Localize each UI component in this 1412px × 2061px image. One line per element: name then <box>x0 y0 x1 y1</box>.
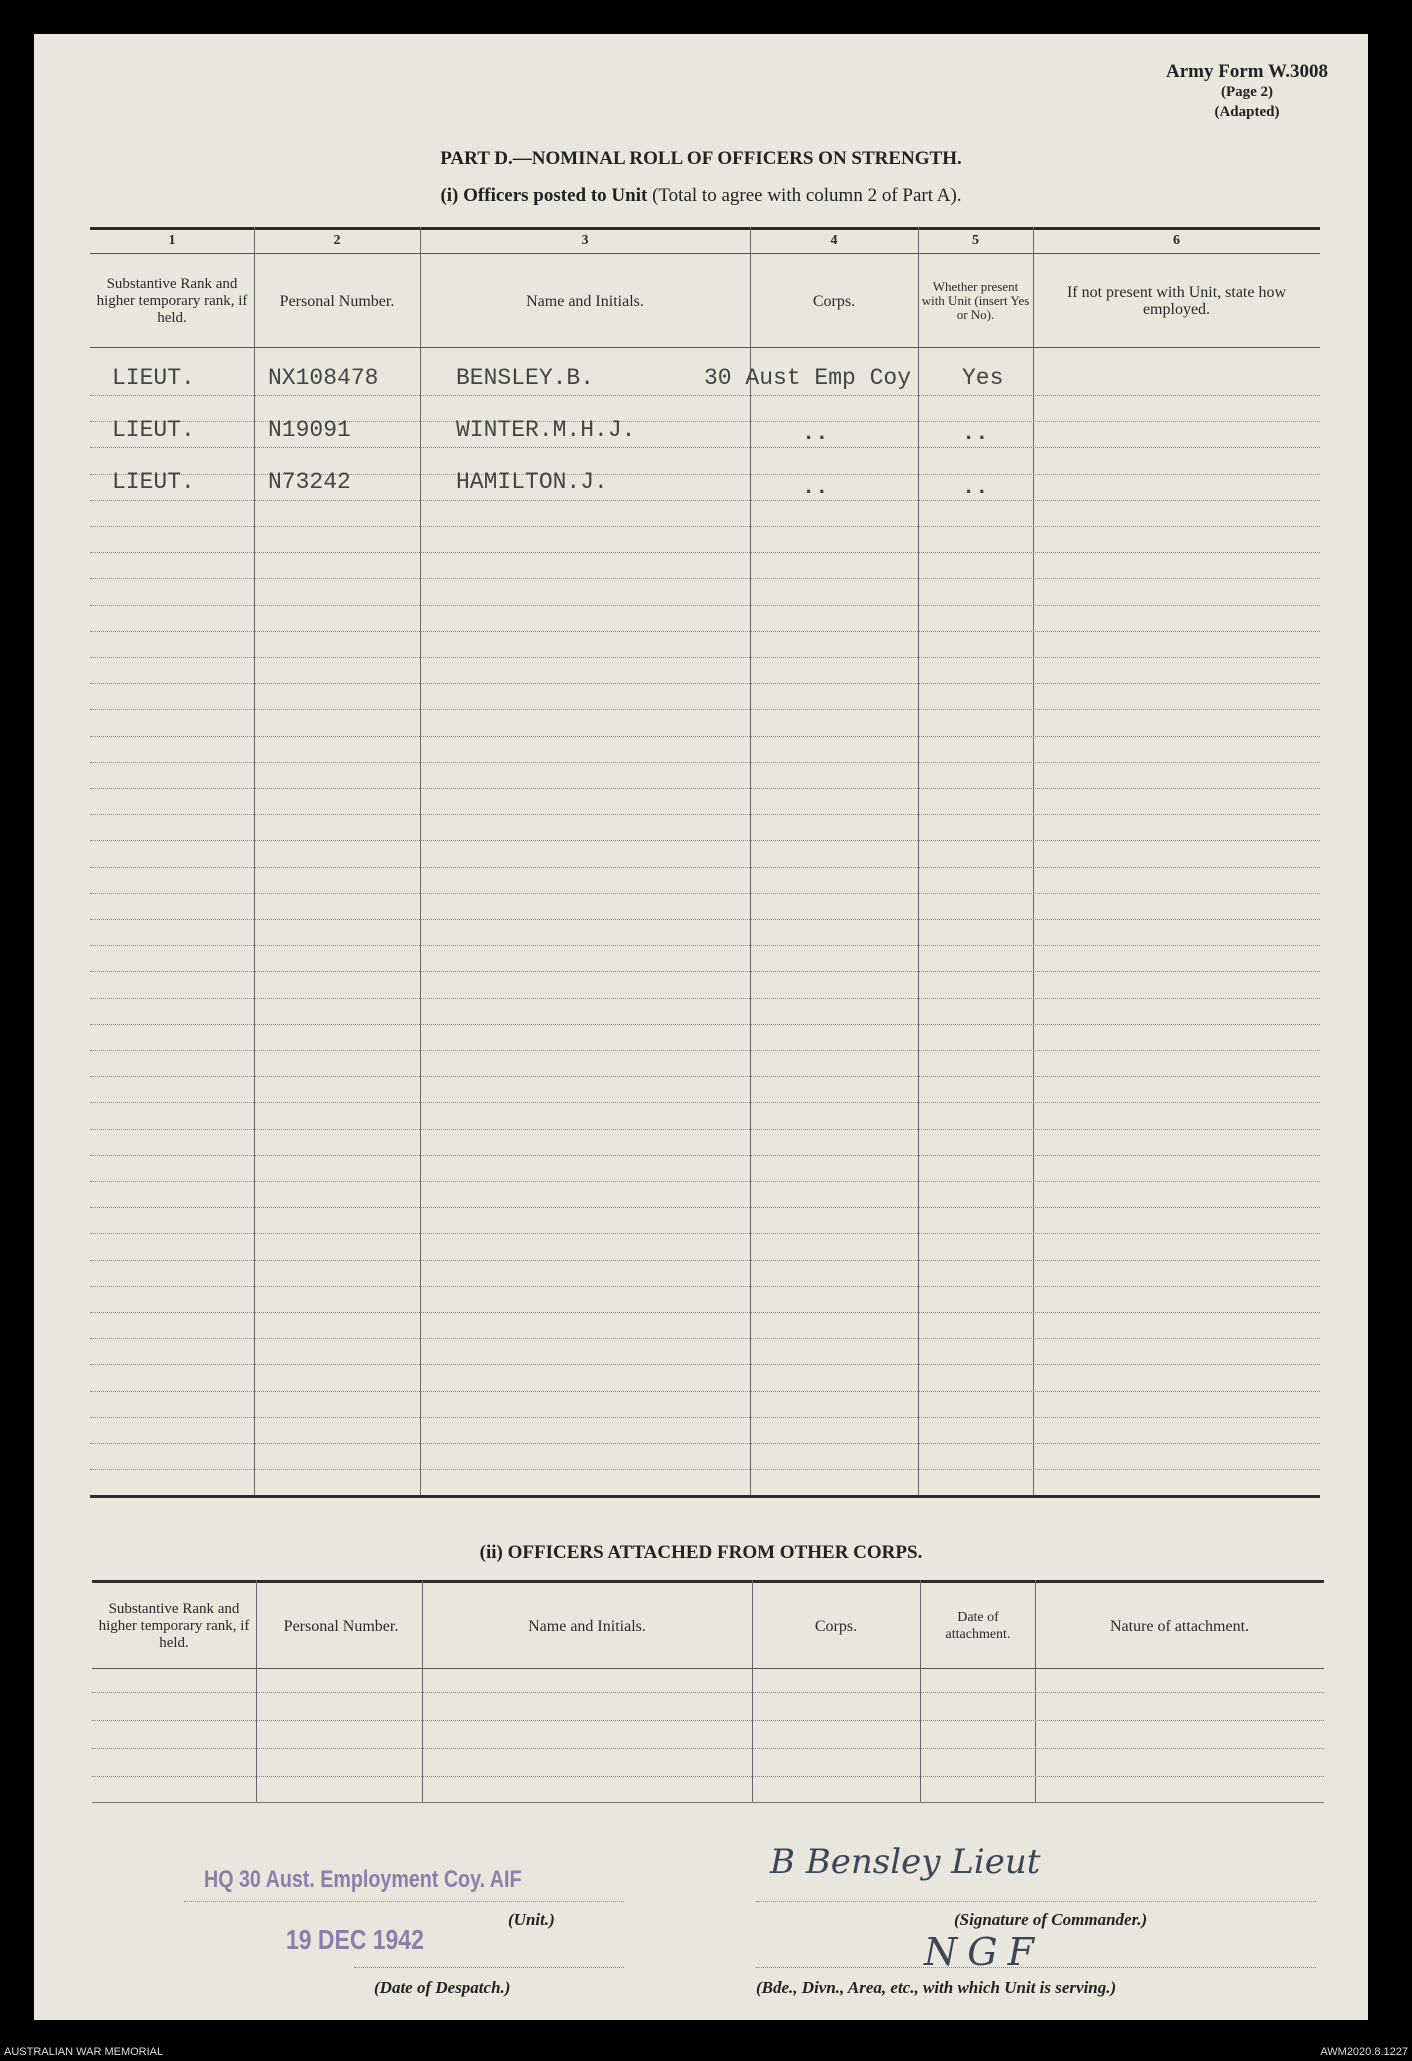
row-name: BENSLEY.B. <box>456 365 595 391</box>
table-row <box>90 365 1320 409</box>
ruled-line <box>90 788 1320 789</box>
ruled-line <box>90 709 1320 710</box>
table-bottom-rule <box>90 1495 1320 1498</box>
attached-header-rule <box>92 1668 1324 1669</box>
ruled-line <box>90 945 1320 946</box>
row-rank: LIEUT. <box>112 469 195 495</box>
attached-col-divider-4 <box>920 1580 921 1802</box>
row-personal-number: N73242 <box>268 469 351 495</box>
ruled-line <box>90 526 1320 527</box>
ruled-line <box>90 1312 1320 1313</box>
officers-posted-table <box>90 227 1320 1497</box>
part-ii-title: (ii) OFFICERS ATTACHED FROM OTHER CORPS. <box>479 1542 923 1563</box>
ruled-line <box>92 1748 1324 1749</box>
ruled-line <box>90 631 1320 632</box>
archive-label-left: AUSTRALIAN WAR MEMORIAL <box>4 2046 164 2058</box>
row-corps: .. <box>802 475 829 500</box>
table-row <box>90 469 1320 513</box>
ruled-line <box>90 1417 1320 1418</box>
row-corps: 30 Aust Emp Coy <box>704 365 912 391</box>
ruled-line <box>90 1286 1320 1287</box>
header-personal-number: Personal Number. <box>279 292 395 310</box>
header-rank: Substantive Rank and higher temporary rank, if held. <box>96 275 248 326</box>
col-number-3: 3 <box>581 233 589 248</box>
attached-top-rule <box>92 1580 1324 1583</box>
formation-handwriting: NGF <box>924 1930 1044 1974</box>
ruled-line <box>90 1181 1320 1182</box>
ruled-line <box>90 1129 1320 1130</box>
formation-line <box>756 1967 1316 1968</box>
ruled-line <box>90 657 1320 658</box>
col-number-2: 2 <box>333 233 341 248</box>
col-number-5: 5 <box>972 233 979 248</box>
ruled-line <box>90 1364 1320 1365</box>
ruled-line <box>92 1692 1324 1693</box>
ruled-line <box>90 1338 1320 1339</box>
ruled-line <box>90 552 1320 553</box>
date-caption: (Date of Despatch.) <box>374 1978 511 1997</box>
attached-header-personal-number: Personal Number. <box>283 1617 399 1635</box>
col-number-4: 4 <box>830 233 838 248</box>
ruled-line <box>90 840 1320 841</box>
unit-stamp: HQ 30 Aust. Employment Coy. AIF <box>204 1866 522 1893</box>
column-number-rule <box>90 253 1320 254</box>
attached-bottom-rule <box>92 1802 1324 1803</box>
header-how-employed: If not present with Unit, state how employed. <box>1066 284 1287 318</box>
col-number-1: 1 <box>168 233 176 248</box>
ruled-line <box>90 1050 1320 1051</box>
ruled-line <box>92 1776 1324 1777</box>
ruled-line <box>90 867 1320 868</box>
part-d-subtitle-rest: (Total to agree with column 2 of Part A). <box>652 185 962 206</box>
row-present: .. <box>962 421 989 446</box>
row-personal-number: N19091 <box>268 417 351 443</box>
ruled-line <box>90 1391 1320 1392</box>
row-rank: LIEUT. <box>112 417 195 443</box>
header-present: Whether present with Unit (insert Yes or No). <box>921 279 1030 322</box>
unit-caption: (Unit.) <box>508 1910 555 1929</box>
attached-col-divider-1 <box>256 1580 257 1802</box>
row-personal-number: NX108478 <box>268 365 379 391</box>
formation-caption: (Bde., Divn., Area, etc., with which Unit is serving.) <box>756 1978 1117 1997</box>
ruled-line <box>90 1076 1320 1077</box>
form-reference <box>1166 62 1328 122</box>
signature-line <box>756 1901 1316 1902</box>
attached-header-corps: Corps. <box>814 1617 858 1635</box>
header-name: Name and Initials. <box>526 292 644 310</box>
form-page <box>34 34 1368 2020</box>
ruled-line <box>90 1233 1320 1234</box>
ruled-line <box>92 1720 1324 1721</box>
ruled-line <box>90 1469 1320 1470</box>
row-name: WINTER.M.H.J. <box>456 417 636 443</box>
ruled-line <box>90 998 1320 999</box>
row-present: .. <box>962 475 989 500</box>
row-corps: .. <box>802 421 829 446</box>
ruled-line <box>90 1024 1320 1025</box>
ruled-line <box>90 1155 1320 1156</box>
ruled-line <box>90 919 1320 920</box>
form-number: Army Form W.3008 <box>1165 61 1328 82</box>
part-d-subtitle <box>34 185 1368 207</box>
ruled-line <box>90 893 1320 894</box>
table-top-rule <box>90 227 1320 230</box>
ruled-line <box>90 1102 1320 1103</box>
col-number-6: 6 <box>1173 233 1180 248</box>
date-stamp: 19 DEC 1942 <box>286 1924 424 1955</box>
attached-header-rank: Substantive Rank and higher temporary rank, if held. <box>98 1600 250 1651</box>
ruled-line <box>90 578 1320 579</box>
ruled-line <box>90 1207 1320 1208</box>
ruled-line <box>90 736 1320 737</box>
part-d-subtitle-bold: (i) Officers posted to Unit <box>440 185 648 206</box>
header-corps: Corps. <box>812 292 856 310</box>
attached-header-date: Date of attachment. <box>945 1610 1011 1642</box>
ruled-line <box>90 605 1320 606</box>
date-line <box>354 1967 624 1968</box>
ruled-line <box>90 1443 1320 1444</box>
officers-attached-table <box>92 1580 1324 1836</box>
header-bottom-rule <box>90 347 1320 348</box>
unit-line <box>184 1901 624 1902</box>
row-rank: LIEUT. <box>112 365 195 391</box>
ruled-line <box>90 762 1320 763</box>
part-d-title: PART D.—NOMINAL ROLL OF OFFICERS ON STRENGTH. <box>440 148 962 169</box>
form-adapted-note: (Adapted) <box>1214 104 1280 120</box>
table-row <box>90 417 1320 461</box>
form-page-number: (Page 2) <box>1220 84 1274 100</box>
row-name: HAMILTON.J. <box>456 469 608 495</box>
attached-header-name: Name and Initials. <box>528 1617 646 1635</box>
ruled-line <box>90 814 1320 815</box>
archive-label-right: AWM2020.8.1227 <box>1320 2046 1408 2058</box>
ruled-line <box>90 683 1320 684</box>
ruled-line <box>90 1260 1320 1261</box>
row-present: Yes <box>962 365 1004 391</box>
attached-header-nature: Nature of attachment. <box>1109 1617 1250 1635</box>
ruled-line <box>90 971 1320 972</box>
commander-signature: B Bensley Lieut <box>770 1842 1041 1882</box>
signature-caption: (Signature of Commander.) <box>954 1910 1148 1929</box>
